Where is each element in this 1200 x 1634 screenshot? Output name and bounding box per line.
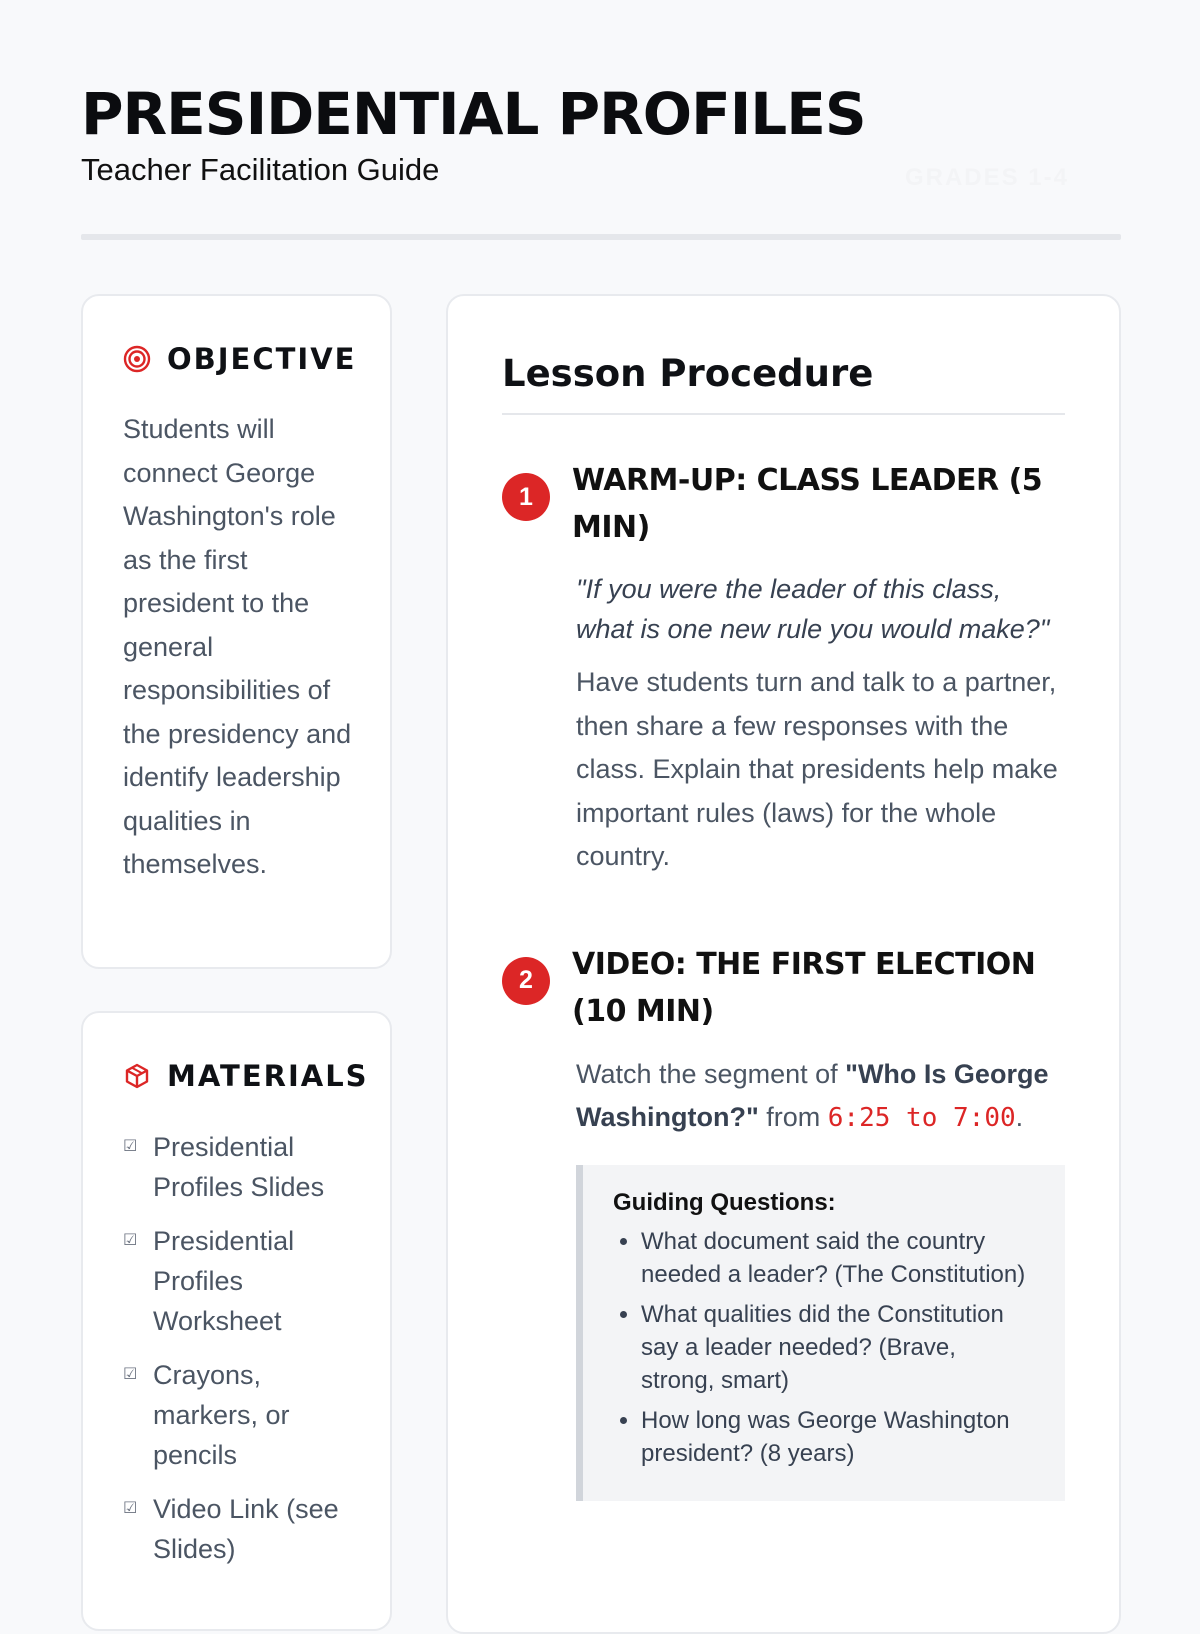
list-item: • What qualities did the Constitution say a leader needed? (Brave, strong, smart) (641, 1298, 1035, 1397)
list-item: ☑ Presidential Profiles Slides (123, 1127, 354, 1207)
materials-heading (123, 1059, 369, 1093)
step-number-badge: 2 (502, 957, 550, 1005)
guiding-questions-box (576, 1165, 1065, 1501)
guiding-questions-title: Guiding Questions: (613, 1188, 836, 1216)
page-header (81, 80, 1121, 191)
page-subtitle: Teacher Facilitation Guide (81, 152, 440, 187)
guiding-questions-list (613, 1225, 1035, 1470)
step-number-badge: 1 (502, 473, 550, 521)
objective-heading (123, 342, 357, 376)
checkbox-icon: ☑ (123, 1232, 138, 1249)
step-title: WARM-UP: CLASS LEADER (5 MIN) (572, 463, 1043, 545)
procedure-heading: Lesson Procedure (502, 352, 1065, 415)
step-2 (502, 941, 1065, 1501)
list-item: • What document said the country needed a leader? (The Constitution) (641, 1225, 1035, 1291)
procedure-card (446, 294, 1121, 1634)
materials-card (81, 1011, 392, 1631)
materials-heading-label: MATERIALS (167, 1059, 369, 1093)
video-timestamp: 6:25 to 7:00 (827, 1103, 1016, 1133)
header-divider (81, 234, 1121, 240)
materials-list (123, 1127, 354, 1569)
target-icon (123, 345, 151, 373)
objective-text: Students will connect George Washington's role as the first president to the general responsibilities of the presidency and identify leadership qualities in themselves. (123, 414, 352, 879)
list-item: ☑ Video Link (see Slides) (123, 1489, 354, 1569)
objective-heading-label: OBJECTIVE (167, 342, 357, 376)
objective-card (81, 294, 392, 969)
page-title: PRESIDENTIAL PROFILES (81, 80, 866, 148)
list-item: ☑ Presidential Profiles Worksheet (123, 1221, 354, 1341)
video-title: "Who Is George Washington?" (576, 1058, 1049, 1132)
checkbox-icon: ☑ (123, 1500, 138, 1517)
box-icon (123, 1062, 151, 1090)
list-item: • How long was George Washington president? (8 years) (641, 1404, 1035, 1470)
step-text: Have students turn and talk to a partner, then share a few responses with the class. Explain that presidents help make important rules (laws) for the whole country. (576, 667, 1058, 871)
step-quote: "If you were the leader of this class, what is one new rule you would make?" (576, 574, 1050, 644)
grades-badge: GRADES 1-4 (904, 164, 1069, 191)
checkbox-icon: ☑ (123, 1138, 138, 1155)
step-1 (502, 457, 1065, 879)
list-item: ☑ Crayons, markers, or pencils (123, 1355, 354, 1475)
step-text: Watch the segment of "Who Is George Washington?" from 6:25 to 7:00. (576, 1058, 1049, 1133)
step-title: VIDEO: THE FIRST ELECTION (10 MIN) (572, 946, 1036, 1029)
checkbox-icon: ☑ (123, 1366, 138, 1383)
